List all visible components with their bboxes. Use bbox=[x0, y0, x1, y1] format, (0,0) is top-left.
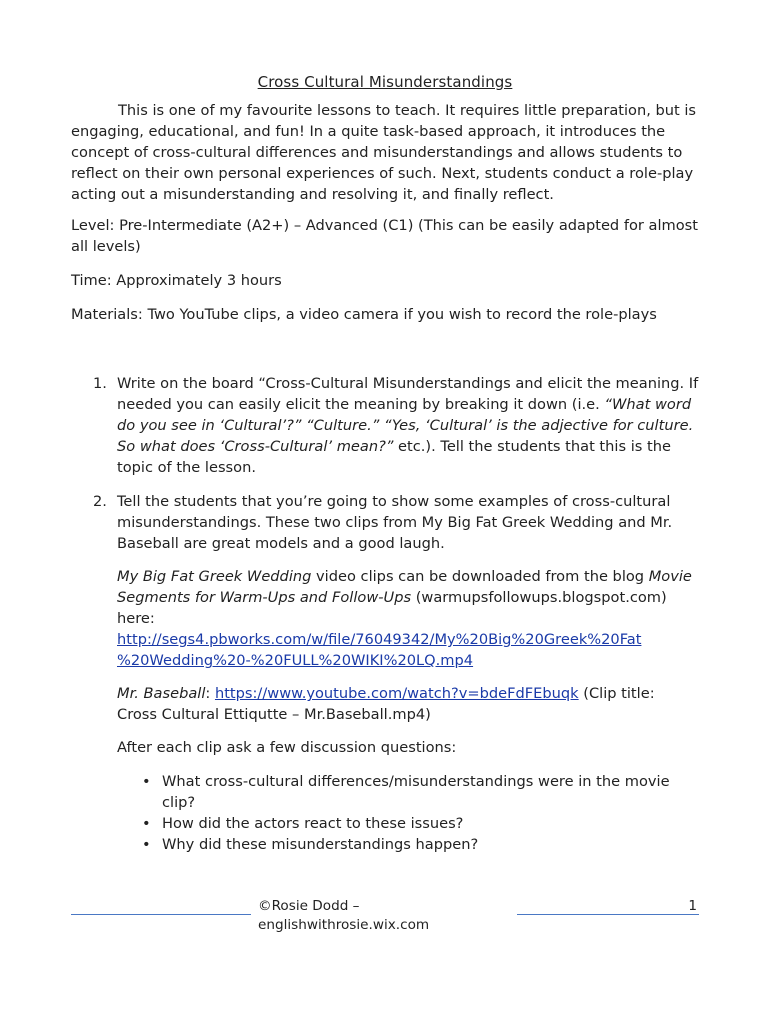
step-text: Tell the students that you’re going to show some examples of cross-cultural misunderstandings. These two clips from My Big Fat Greek Wedding and Mr. Baseball are great models and a good laugh. bbox=[117, 493, 673, 552]
bullet-icon: • bbox=[142, 815, 151, 832]
question-text: How did the actors react to these issues? bbox=[162, 815, 464, 832]
step-item-2 bbox=[71, 491, 699, 855]
time-line: Time: Approximately 3 hours bbox=[71, 272, 282, 289]
spacer bbox=[71, 338, 699, 373]
step-number: 1. bbox=[93, 375, 107, 392]
link-part: http://segs4.pbworks.com/w/file/76049342/My%20Big%20Greek%20Fat bbox=[117, 631, 642, 648]
list-item bbox=[117, 771, 699, 813]
step-example-dialogue: “What word do you see in ‘Cultural’?” “Culture.” “Yes, ‘Cultural’ is the adjective for culture. So what does ‘Cross-Cultural’ mean?” bbox=[117, 396, 694, 455]
page-footer bbox=[71, 897, 699, 937]
question-text: What cross-cultural differences/misunderstandings were in the movie clip? bbox=[162, 773, 670, 811]
discussion-intro: After each clip ask a few discussion questions: bbox=[117, 739, 457, 756]
blog-title: Movie Segments for Warm-Ups and Follow-Ups bbox=[117, 568, 692, 606]
list-item bbox=[117, 834, 699, 855]
page-title: Cross Cultural Misunderstandings bbox=[257, 73, 513, 91]
film-title: Mr. Baseball bbox=[117, 685, 206, 702]
bullet-icon: • bbox=[142, 773, 151, 790]
level-line: Level: Pre-Intermediate (A2+) – Advanced (C1) (This can be easily adapted for almost all levels) bbox=[71, 217, 699, 255]
footer-rule-left bbox=[71, 914, 251, 915]
clip-1-paragraph bbox=[117, 566, 699, 671]
clip-2-link[interactable]: https://www.youtube.com/watch?v=bdeFdFEbuqk bbox=[214, 685, 579, 702]
step-number: 2. bbox=[93, 493, 107, 510]
list-item bbox=[117, 813, 699, 834]
clip-1-link[interactable] bbox=[117, 631, 641, 669]
page-number: 1 bbox=[688, 898, 697, 914]
footer-rule-right bbox=[517, 914, 699, 915]
question-list bbox=[117, 771, 699, 855]
step-text-part: Write on the board “Cross-Cultural Misunderstandings and elicit the meaning. If needed you can easily elicit the meaning by breaking it down (i.e. bbox=[117, 375, 699, 413]
separator: : bbox=[205, 685, 215, 702]
credit-line: englishwithrosie.wix.com bbox=[258, 917, 430, 933]
clip-text: video clips can be downloaded from the blog bbox=[311, 568, 649, 585]
clip-text: (warmupsfollowups.blogspot.com) here: bbox=[117, 589, 667, 627]
clip-text: (Clip title: Cross Cultural Ettiqutte – Mr.Baseball.mp4) bbox=[117, 685, 655, 723]
steps-list bbox=[71, 373, 699, 855]
bullet-icon: • bbox=[142, 836, 151, 853]
credit-line: ©Rosie Dodd – bbox=[258, 898, 360, 914]
step-text bbox=[117, 373, 699, 478]
footer-credit bbox=[258, 897, 429, 935]
intro-paragraph: This is one of my favourite lessons to teach. It requires little preparation, but is engaging, educational, and fun! In a quite task-based approach, it introduces the concept of cross-cultural differences and misunderstandings and allows students to reflect on their own personal experiences of such. Next, students conduct a role-play acting out a misunderstanding and resolving it, and finally reflect. bbox=[71, 102, 697, 203]
question-text: Why did these misunderstandings happen? bbox=[162, 836, 479, 853]
step-item-1 bbox=[71, 373, 699, 478]
materials-line: Materials: Two YouTube clips, a video camera if you wish to record the role-plays bbox=[71, 306, 657, 323]
step-text-part: etc.). Tell the students that this is the topic of the lesson. bbox=[117, 438, 671, 476]
document-page bbox=[71, 70, 699, 868]
link-part: %20Wedding%20-%20FULL%20WIKI%20LQ.mp4 bbox=[117, 652, 474, 669]
film-title: My Big Fat Greek Wedding bbox=[117, 568, 312, 585]
clip-2-paragraph bbox=[117, 683, 699, 725]
